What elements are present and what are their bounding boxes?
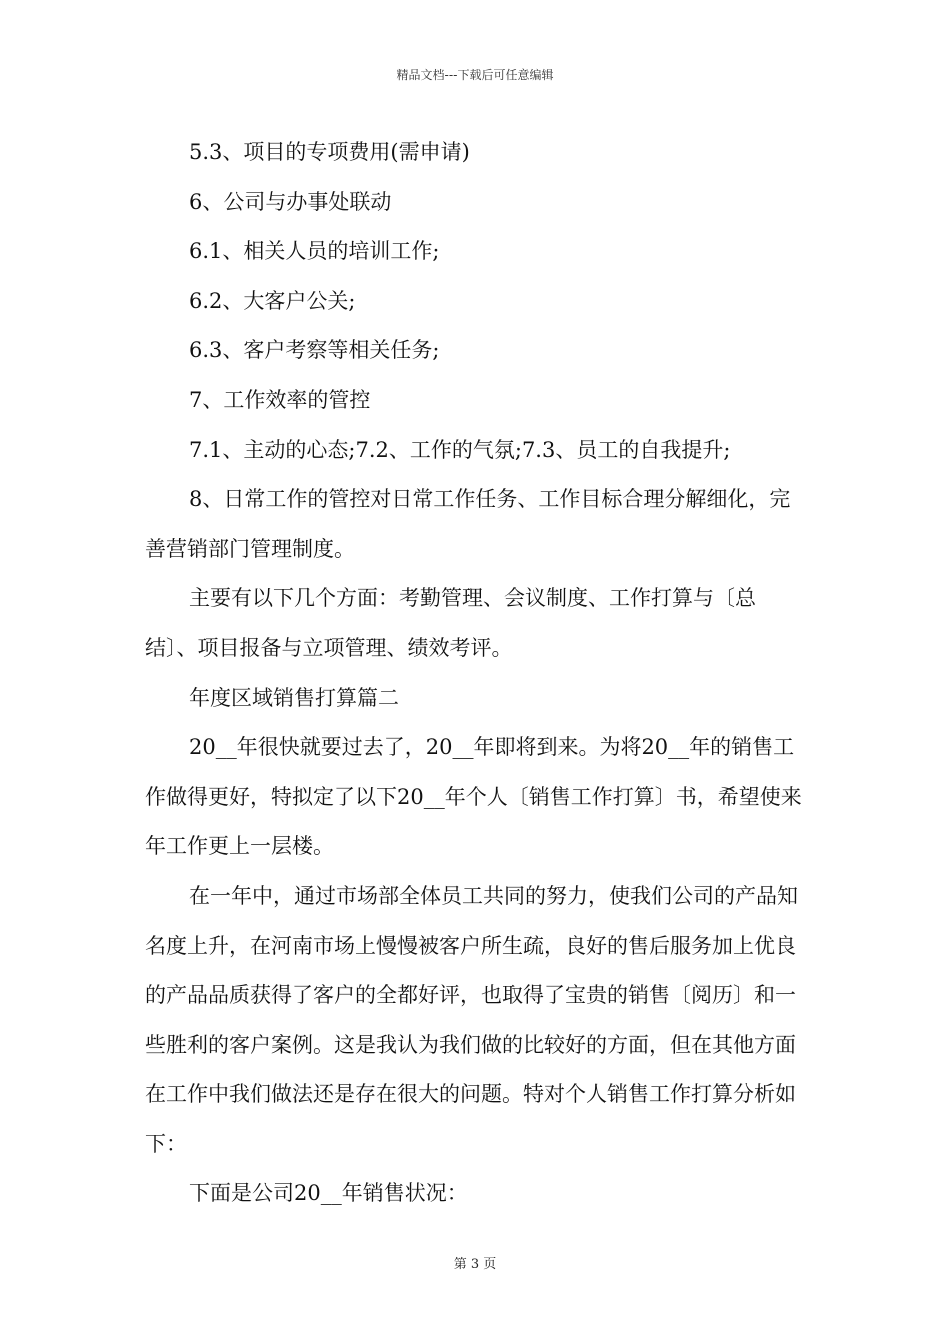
paragraph: 20__年很快就要过去了，20__年即将到来。为将20__年的销售工作做得更好，特拟定了以下20__年个人〔销售工作打算〕书，希望使来年工作更上一层楼。 [145,735,802,859]
paragraph: 7、工作效率的管控 [189,387,371,412]
paragraph: 在一年中，通过市场部全体员工共同的努力，使我们公司的产品知名度上升，在河南市场上慢慢被客户所生疏，良好的售后服务加上优良的产品品质获得了客户的全都好评，也取得了宝贵的销售〔阅历〕和一些胜利的客户案例。这是我认为我们做的比较好的方面，但在其他方面在工作中我们做法还是存在很大的问题。特对个人销售工作打算分析如下： [145,883,798,1156]
page-footer: 第 3 页 [453,1257,497,1272]
paragraph: 7.1、主动的心态;7.2、工作的气氛;7.3、员工的自我提升; [189,437,731,462]
paragraph: 8、日常工作的管控对日常工作任务、工作目标合理分解细化，完善营销部门管理制度。 [145,487,791,561]
paragraph: 6.2、大客户公关; [189,288,356,313]
document-body [145,128,807,1219]
paragraph: 6.1、相关人员的培训工作; [189,239,440,264]
section-title: 年度区域销售打算篇二 [189,685,399,710]
paragraph: 主要有以下几个方面：考勤管理、会议制度、工作打算与〔总结〕、项目报备与立项管理、绩效考评。 [145,586,756,660]
paragraph: 6.3、客户考察等相关任务; [189,338,440,363]
paragraph: 5.3、项目的专项费用(需申请) [189,140,470,164]
paragraph: 6、公司与办事处联动 [189,189,392,214]
paragraph: 下面是公司20__年销售状况： [189,1181,468,1206]
page-header: 精品文档---下载后可任意编辑 [396,68,554,82]
